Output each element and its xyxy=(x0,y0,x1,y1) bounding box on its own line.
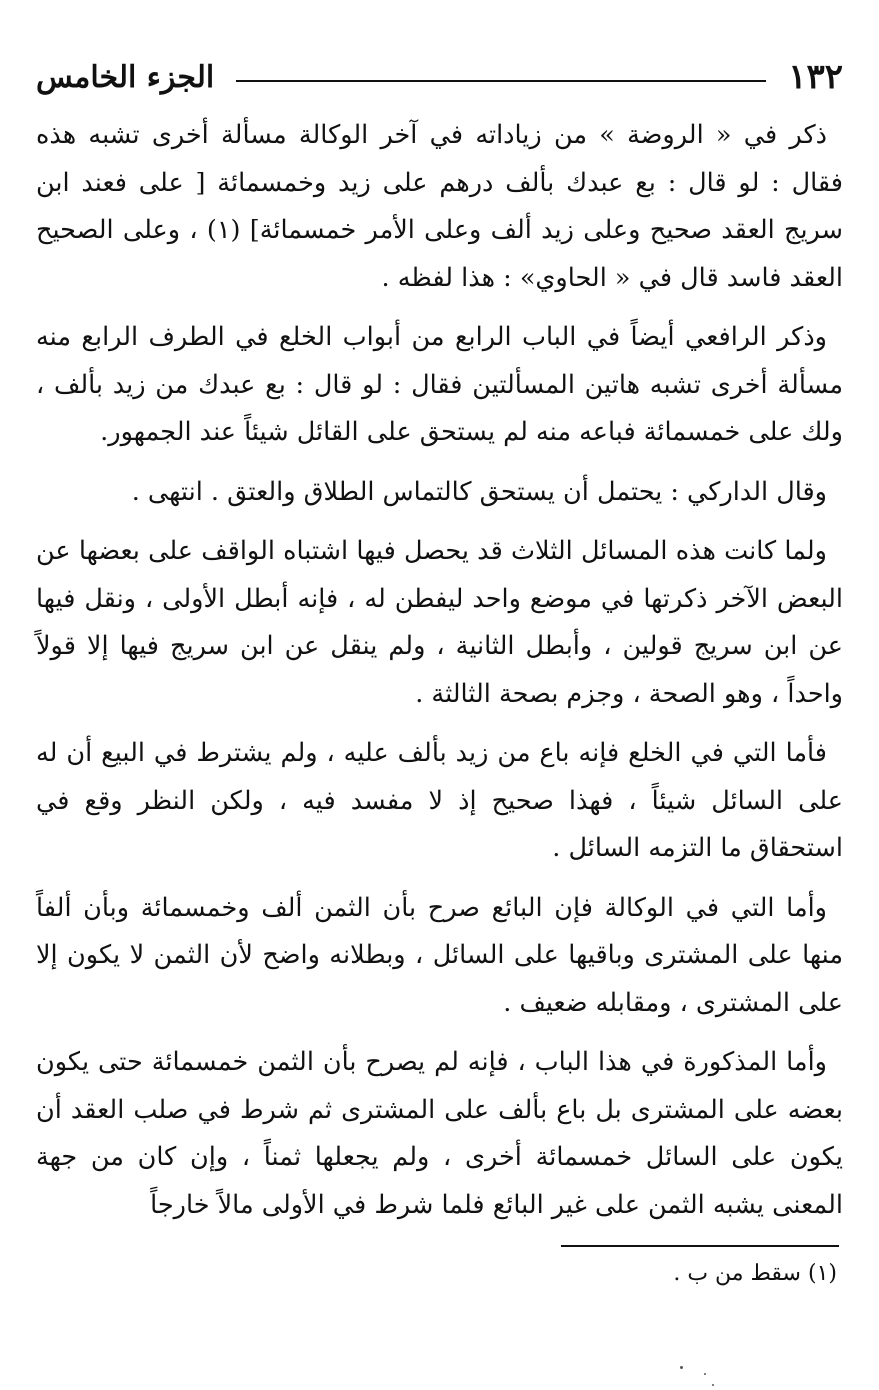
paragraph: وأما المذكورة في هذا الباب ، فإنه لم يصرح بأن الثمن خمسمائة حتى يكون بعضه على المشترى بل باع بألف على المشترى ثم شرط في صلب العقد أن يكون على السائل خمسمائة أخرى ، ولم يجعلها ثمناً ، وإن كان من جهة المعنى يشبه الثمن على غير البائع فلما شرط في الأولى مالاً خارجاً xyxy=(36,1047,843,1220)
scan-speck xyxy=(704,1373,706,1375)
page-header xyxy=(36,52,843,102)
running-title: الجزء الخامس xyxy=(36,59,215,95)
paragraph: وقال الداركي : يحتمل أن يستحق كالتماس الطلاق والعتق . انتهى . xyxy=(131,476,827,507)
scan-speck xyxy=(680,1366,683,1369)
footnote-divider xyxy=(561,1245,839,1247)
scan-speck xyxy=(712,1384,714,1386)
paragraph: فأما التي في الخلع فإنه باع من زيد بألف عليه ، ولم يشترط في البيع أن له على السائل شيئاً ، فهذا صحيح إذ لا مفسد فيه ، ولكن النظر وقع في استحقاق ما التزمه السائل . xyxy=(36,738,843,863)
paragraph: وذكر الرافعي أيضاً في الباب الرابع من أبواب الخلع في الطرف الرابع منه مسألة أخرى تشبه هاتين المسألتين فقال : لو قال : بع عبدك من زيد بألف ، ولك على خمسمائة فباعه منه لم يستحق على القائل شيئاً عند الجمهور. xyxy=(36,322,843,447)
paragraph: ذكر في « الروضة » من زياداته في آخر الوكالة مسألة أخرى تشبه هذه فقال : لو قال : بع عبدك بألف درهم على زيد وخمسمائة [ على فعند ابن سريج العقد صحيح وعلى زيد ألف وعلى الأمر خمسمائة] (١) ، وعلى الصحيح العقد فاسد قال في « الحاوي» : هذا لفظه . xyxy=(36,120,843,293)
main-text xyxy=(36,112,843,1241)
footnote: (١) سقط من ب . xyxy=(673,1261,837,1286)
paragraph: ولما كانت هذه المسائل الثلاث قد يحصل فيها اشتباه الواقف على بعضها عن البعض الآخر ذكرتها في موضع واحد ليفطن له ، فإنه أبطل الأولى ، ونقل فيها عن ابن سريج قولين ، وأبطل الثانية ، ولم ينقل عن ابن سريج فيها إلا قولاً واحداً ، وهو الصحة ، وجزم بصحة الثالثة . xyxy=(36,536,843,709)
header-rule xyxy=(236,80,766,82)
paragraph: وأما التي في الوكالة فإن البائع صرح بأن الثمن ألف وخمسمائة وبأن ألفاً منها على المشترى وباقيها على السائل ، وبطلانه واضح لأن الثمن لا يكون إلا على المشترى ، ومقابله ضعيف . xyxy=(36,892,843,1018)
page-number: ١٣٢ xyxy=(788,57,843,97)
